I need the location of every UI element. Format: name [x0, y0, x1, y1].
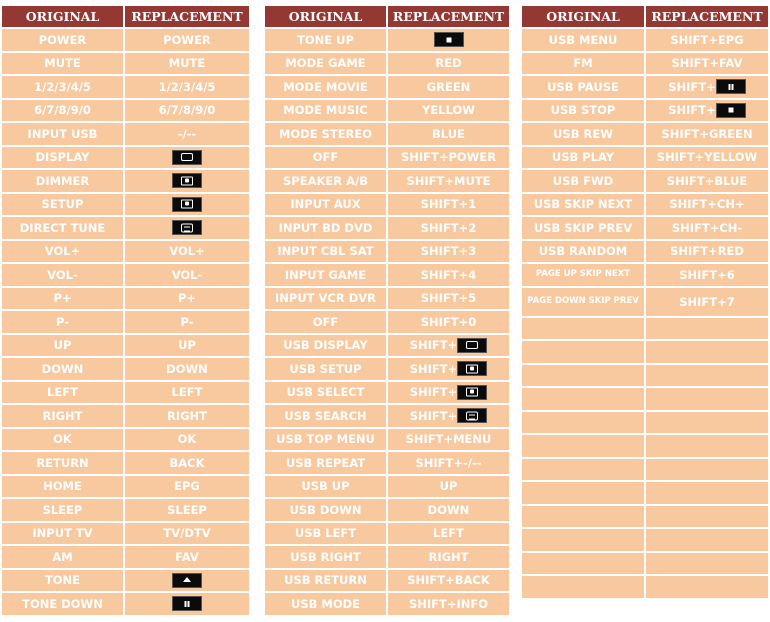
table-row [265, 429, 509, 451]
original-cell: USB UP [265, 476, 386, 498]
table-row [522, 53, 768, 75]
table-row [522, 529, 768, 551]
original-cell: AM [2, 546, 123, 568]
original-cell: UP [2, 335, 123, 357]
original-cell: MODE MOVIE [265, 76, 386, 98]
replacement-cell: MUTE [125, 53, 249, 75]
table-row [265, 499, 509, 521]
mapping-table-2 [263, 4, 511, 617]
original-cell: PAGE UP SKIP NEXT [522, 264, 644, 286]
replacement-cell: DOWN [125, 358, 249, 380]
dimmer-button-icon [457, 361, 487, 376]
replacement-cell [388, 382, 509, 404]
table-row [265, 53, 509, 75]
replacement-cell [125, 593, 249, 615]
table-row [265, 382, 509, 404]
original-cell: SETUP [2, 194, 123, 216]
replacement-cell [388, 405, 509, 427]
table-row [522, 318, 768, 340]
original-cell: RIGHT [2, 405, 123, 427]
replacement-cell: SHIFT+-/-- [388, 452, 509, 474]
original-cell: P- [2, 311, 123, 333]
original-cell: USB REW [522, 123, 644, 145]
replacement-cell: UP [125, 335, 249, 357]
replacement-cell [646, 318, 768, 340]
original-cell: DISPLAY [2, 147, 123, 169]
original-cell: INPUT CBL SAT [265, 241, 386, 263]
table-row [522, 388, 768, 410]
table-row [2, 523, 249, 545]
original-cell [522, 341, 644, 363]
replacement-cell: P- [125, 311, 249, 333]
original-cell: USB DISPLAY [265, 335, 386, 357]
original-cell: POWER [2, 29, 123, 51]
replacement-text: SHIFT+ [409, 385, 458, 400]
table-row [522, 435, 768, 457]
table-row [522, 482, 768, 504]
table-row [265, 170, 509, 192]
direct-tune-button-icon [457, 408, 487, 423]
replacement-cell: RED [388, 53, 509, 75]
original-cell [522, 412, 644, 434]
original-cell: OFF [265, 311, 386, 333]
original-cell: USB MENU [522, 29, 644, 51]
original-cell: USB PAUSE [522, 76, 644, 98]
original-cell: 1/2/3/4/5 [2, 76, 123, 98]
replacement-cell: GREEN [388, 76, 509, 98]
original-cell: P+ [2, 288, 123, 310]
table-row [265, 100, 509, 122]
table-row [2, 264, 249, 286]
table-row [2, 405, 249, 427]
original-cell: USB SKIP NEXT [522, 194, 644, 216]
pause-icon [172, 596, 202, 611]
table-row [265, 405, 509, 427]
table-row [2, 546, 249, 568]
replacement-cell [388, 29, 509, 51]
original-cell [522, 318, 644, 340]
replacement-cell [646, 365, 768, 387]
table-row [2, 123, 249, 145]
tone-up-triangle-icon [172, 573, 202, 588]
replacement-cell: SHIFT+4 [388, 264, 509, 286]
replacement-cell: 1/2/3/4/5 [125, 76, 249, 98]
original-cell: MODE STEREO [265, 123, 386, 145]
replacement-cell: SHIFT+GREEN [646, 123, 768, 145]
original-cell: VOL- [2, 264, 123, 286]
original-cell: INPUT GAME [265, 264, 386, 286]
table-row [522, 170, 768, 192]
original-cell: DOWN [2, 358, 123, 380]
replacement-cell [646, 576, 768, 598]
table-row [522, 194, 768, 216]
table-row [522, 506, 768, 528]
replacement-cell: P+ [125, 288, 249, 310]
table-row [265, 452, 509, 474]
table-row [265, 523, 509, 545]
pause-icon [716, 79, 746, 94]
original-cell [522, 506, 644, 528]
original-cell: INPUT TV [2, 523, 123, 545]
replacement-cell: SHIFT+RED [646, 241, 768, 263]
replacement-cell [646, 459, 768, 481]
table-row [265, 194, 509, 216]
table-row [522, 365, 768, 387]
original-cell: USB REPEAT [265, 452, 386, 474]
table-row [2, 53, 249, 75]
replacement-cell: OK [125, 429, 249, 451]
original-cell: SLEEP [2, 499, 123, 521]
table-row [522, 459, 768, 481]
replacement-cell [388, 358, 509, 380]
original-cell: SPEAKER A/B [265, 170, 386, 192]
original-cell: OFF [265, 147, 386, 169]
original-cell: DIRECT TUNE [2, 217, 123, 239]
replacement-cell: SHIFT+BACK [388, 570, 509, 592]
table-row [2, 311, 249, 333]
original-cell: VOL+ [2, 241, 123, 263]
table-row [522, 76, 768, 98]
replacement-cell: SHIFT+2 [388, 217, 509, 239]
replacement-cell: SHIFT+5 [388, 288, 509, 310]
replacement-cell: SHIFT+EPG [646, 29, 768, 51]
table-header-row [522, 6, 768, 27]
table-row [265, 311, 509, 333]
table-row [522, 341, 768, 363]
table-row [2, 429, 249, 451]
table-row [2, 241, 249, 263]
original-cell: 6/7/8/9/0 [2, 100, 123, 122]
replacement-cell [125, 570, 249, 592]
original-cell [522, 459, 644, 481]
replacement-cell: SHIFT+7 [646, 288, 768, 316]
replacement-cell: SHIFT+INFO [388, 593, 509, 615]
header-original: ORIGINAL [2, 6, 123, 27]
replacement-cell: SHIFT+MENU [388, 429, 509, 451]
display-button-icon [457, 338, 487, 353]
original-cell [522, 482, 644, 504]
direct-tune-button-icon [172, 220, 202, 235]
table-row [522, 576, 768, 598]
replacement-cell: SHIFT+CH+ [646, 194, 768, 216]
replacement-cell: SHIFT+YELLOW [646, 147, 768, 169]
setup-button-icon [457, 385, 487, 400]
original-cell: USB LEFT [265, 523, 386, 545]
table-row [2, 382, 249, 404]
table-row [2, 476, 249, 498]
original-cell: TONE DOWN [2, 593, 123, 615]
original-cell [522, 553, 644, 575]
replacement-cell [125, 147, 249, 169]
stop-square-icon [716, 103, 746, 118]
replacement-cell [646, 553, 768, 575]
replacement-text: SHIFT+ [409, 361, 458, 376]
replacement-cell: LEFT [388, 523, 509, 545]
original-cell: USB RANDOM [522, 241, 644, 263]
table-row [522, 553, 768, 575]
replacement-cell: POWER [125, 29, 249, 51]
table-row [2, 335, 249, 357]
mapping-table-3 [520, 4, 770, 600]
table-row [265, 358, 509, 380]
replacement-cell: RIGHT [388, 546, 509, 568]
table-row [265, 570, 509, 592]
replacement-cell [646, 412, 768, 434]
table-row [522, 123, 768, 145]
table-row [522, 264, 768, 286]
display-button-icon [172, 150, 202, 165]
replacement-cell: EPG [125, 476, 249, 498]
original-cell: INPUT USB [2, 123, 123, 145]
original-cell: USB STOP [522, 100, 644, 122]
replacement-cell: BLUE [388, 123, 509, 145]
replacement-cell [646, 76, 768, 98]
replacement-cell [125, 217, 249, 239]
replacement-cell: SHIFT+FAV [646, 53, 768, 75]
original-cell: TONE [2, 570, 123, 592]
original-cell: OK [2, 429, 123, 451]
header-original: ORIGINAL [522, 6, 644, 27]
original-cell [522, 576, 644, 598]
replacement-text: SHIFT+ [409, 338, 458, 353]
replacement-cell: SHIFT+MUTE [388, 170, 509, 192]
replacement-text: SHIFT+ [668, 103, 716, 118]
table-row [265, 29, 509, 51]
table-row [522, 100, 768, 122]
replacement-cell: TV/DTV [125, 523, 249, 545]
original-cell: USB RETURN [265, 570, 386, 592]
original-cell: FM [522, 53, 644, 75]
table-row [265, 264, 509, 286]
table-row [2, 570, 249, 592]
dimmer-button-icon [172, 173, 202, 188]
table-row [2, 194, 249, 216]
original-cell: USB MODE [265, 593, 386, 615]
original-cell: INPUT VCR DVR [265, 288, 386, 310]
table-row [2, 499, 249, 521]
original-cell: USB SEARCH [265, 405, 386, 427]
replacement-cell [125, 170, 249, 192]
table-row [265, 593, 509, 615]
replacement-cell: SHIFT+BLUE [646, 170, 768, 192]
table-row [2, 100, 249, 122]
replacement-text: SHIFT+ [409, 408, 458, 423]
stop-square-icon [434, 32, 464, 47]
replacement-cell [646, 341, 768, 363]
replacement-cell: SHIFT+3 [388, 241, 509, 263]
original-cell: PAGE DOWN SKIP PREV [522, 288, 644, 316]
replacement-cell: FAV [125, 546, 249, 568]
original-cell: MUTE [2, 53, 123, 75]
original-cell [522, 529, 644, 551]
table-row [2, 170, 249, 192]
header-original: ORIGINAL [265, 6, 386, 27]
original-cell: USB RIGHT [265, 546, 386, 568]
original-cell: USB SKIP PREV [522, 217, 644, 239]
replacement-cell: RIGHT [125, 405, 249, 427]
replacement-cell: SHIFT+1 [388, 194, 509, 216]
mapping-table-1 [0, 4, 251, 617]
original-cell: RETURN [2, 452, 123, 474]
original-cell [522, 435, 644, 457]
table-row [265, 76, 509, 98]
replacement-cell [646, 529, 768, 551]
original-cell [522, 365, 644, 387]
table-row [265, 147, 509, 169]
replacement-cell: YELLOW [388, 100, 509, 122]
table-header-row [265, 6, 509, 27]
replacement-cell: -/-- [125, 123, 249, 145]
table-row [2, 76, 249, 98]
original-cell: LEFT [2, 382, 123, 404]
setup-button-icon [172, 197, 202, 212]
replacement-cell: VOL- [125, 264, 249, 286]
table-row [265, 335, 509, 357]
table-row [2, 29, 249, 51]
replacement-cell [646, 388, 768, 410]
header-replacement: REPLACEMENT [125, 6, 249, 27]
table-row [522, 217, 768, 239]
original-cell: MODE MUSIC [265, 100, 386, 122]
header-replacement: REPLACEMENT [646, 6, 768, 27]
replacement-cell: BACK [125, 452, 249, 474]
original-cell: MODE GAME [265, 53, 386, 75]
table-row [522, 412, 768, 434]
replacement-cell: VOL+ [125, 241, 249, 263]
replacement-text: SHIFT+ [668, 79, 716, 94]
table-header-row [2, 6, 249, 27]
table-row [522, 288, 768, 316]
original-cell: TONE UP [265, 29, 386, 51]
table-row [265, 476, 509, 498]
replacement-cell: SHIFT+POWER [388, 147, 509, 169]
original-cell: USB DOWN [265, 499, 386, 521]
replacement-cell: 6/7/8/9/0 [125, 100, 249, 122]
header-replacement: REPLACEMENT [388, 6, 509, 27]
table-row [265, 123, 509, 145]
replacement-cell [646, 482, 768, 504]
table-row [2, 358, 249, 380]
original-cell: INPUT BD DVD [265, 217, 386, 239]
original-cell: DIMMER [2, 170, 123, 192]
replacement-cell: SHIFT+6 [646, 264, 768, 286]
replacement-cell [646, 435, 768, 457]
table-row [522, 241, 768, 263]
replacement-cell [125, 194, 249, 216]
table-row [522, 29, 768, 51]
replacement-cell [646, 506, 768, 528]
replacement-cell [388, 335, 509, 357]
replacement-cell: SLEEP [125, 499, 249, 521]
table-row [2, 452, 249, 474]
replacement-cell: DOWN [388, 499, 509, 521]
original-cell: USB SETUP [265, 358, 386, 380]
table-row [2, 217, 249, 239]
replacement-cell: SHIFT+0 [388, 311, 509, 333]
original-cell: USB FWD [522, 170, 644, 192]
table-row [2, 593, 249, 615]
table-row [265, 546, 509, 568]
replacement-cell: UP [388, 476, 509, 498]
original-cell: USB TOP MENU [265, 429, 386, 451]
replacement-cell [646, 100, 768, 122]
table-row [2, 288, 249, 310]
original-cell: USB PLAY [522, 147, 644, 169]
table-row [2, 147, 249, 169]
table-row [265, 217, 509, 239]
replacement-cell: LEFT [125, 382, 249, 404]
table-row [265, 241, 509, 263]
replacement-cell: SHIFT+CH- [646, 217, 768, 239]
original-cell: INPUT AUX [265, 194, 386, 216]
original-cell: HOME [2, 476, 123, 498]
table-row [522, 147, 768, 169]
original-cell: USB SELECT [265, 382, 386, 404]
original-cell [522, 388, 644, 410]
table-row [265, 288, 509, 310]
